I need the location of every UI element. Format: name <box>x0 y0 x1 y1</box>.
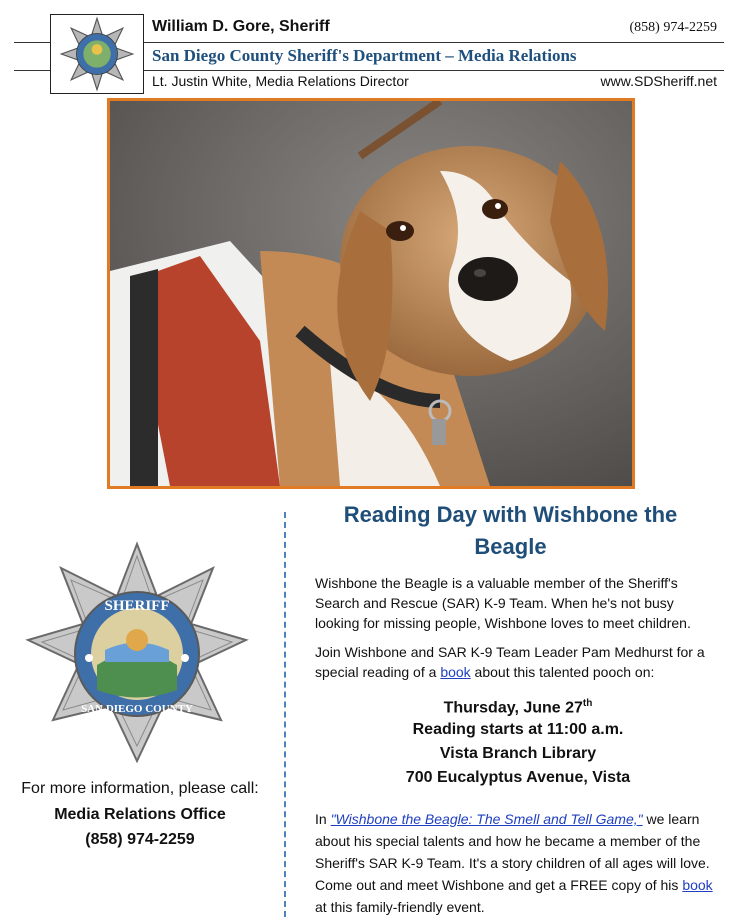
paragraph-2-text-after: about this talented pooch on: <box>470 664 655 680</box>
event-date-text: Thursday, June 27 <box>443 699 583 717</box>
paragraph-3-end: at this family-friendly event. <box>315 899 485 915</box>
event-time: Reading starts at 11:00 a.m. <box>412 721 624 738</box>
paragraph-3-prefix: In <box>315 811 331 827</box>
header-seal-logo <box>50 14 144 94</box>
event-address: 700 Eucalyptus Avenue, Vista <box>405 769 631 786</box>
event-date-suffix: th <box>582 698 593 709</box>
seal-bottom-text: SAN DIEGO COUNTY <box>81 703 193 715</box>
website-link[interactable]: www.SDSheriff.net <box>600 73 717 89</box>
header-rule-left-top <box>14 42 50 43</box>
header-rule-left-bottom <box>14 70 50 71</box>
paragraph-3-middle: we learn about his special talents and how he became a member of the Sheriff's SAR K-9 Team. It's a story children of all ages will love. Come out and meet Wishbone and get a FREE copy of his <box>315 811 710 893</box>
contact-prompt: For more information, please call: <box>21 780 259 797</box>
book-link-2[interactable]: book <box>682 877 713 893</box>
seal-top-text: SHERIFF <box>104 598 170 614</box>
column-divider <box>284 512 286 917</box>
header-rule-bottom <box>144 70 724 71</box>
contact-office: Media Relations Office <box>54 806 226 823</box>
event-place: Vista Branch Library <box>439 745 597 762</box>
article-title: Reading Day with Wishbone the Beagle <box>343 502 678 559</box>
book-title-link[interactable]: "Wishbone the Beagle: The Smell and Tell Game," <box>330 811 643 827</box>
small-sheriff-star-icon <box>58 16 136 92</box>
article-paragraph-2 <box>315 642 715 682</box>
media-director: Lt. Justin White, Media Relations Director <box>152 73 409 89</box>
department-title: San Diego County Sheriff's Department – Media Relations <box>152 46 577 65</box>
paragraph-2-text-before: Join Wishbone and SAR K-9 Team Leader Pam Medhurst for a special reading of a <box>315 644 705 680</box>
sheriff-seal-large <box>25 540 250 765</box>
contact-phone: (858) 974-2259 <box>85 831 195 848</box>
header-rule-top <box>144 42 724 43</box>
sheriff-name: William D. Gore, Sheriff <box>152 18 330 35</box>
article-paragraph-1: Wishbone the Beagle is a valuable member of the Sheriff's Search and Rescue (SAR) K-9 Team. When he's not busy looking for missing people, Wishbone loves to meet children. <box>315 575 691 631</box>
book-link[interactable]: book <box>440 664 471 680</box>
article-paragraph-3 <box>315 808 715 918</box>
sheriff-star-icon <box>25 540 250 765</box>
header-phone: (858) 974-2259 <box>629 20 717 35</box>
event-date <box>318 692 718 720</box>
beagle-photo <box>107 98 635 489</box>
